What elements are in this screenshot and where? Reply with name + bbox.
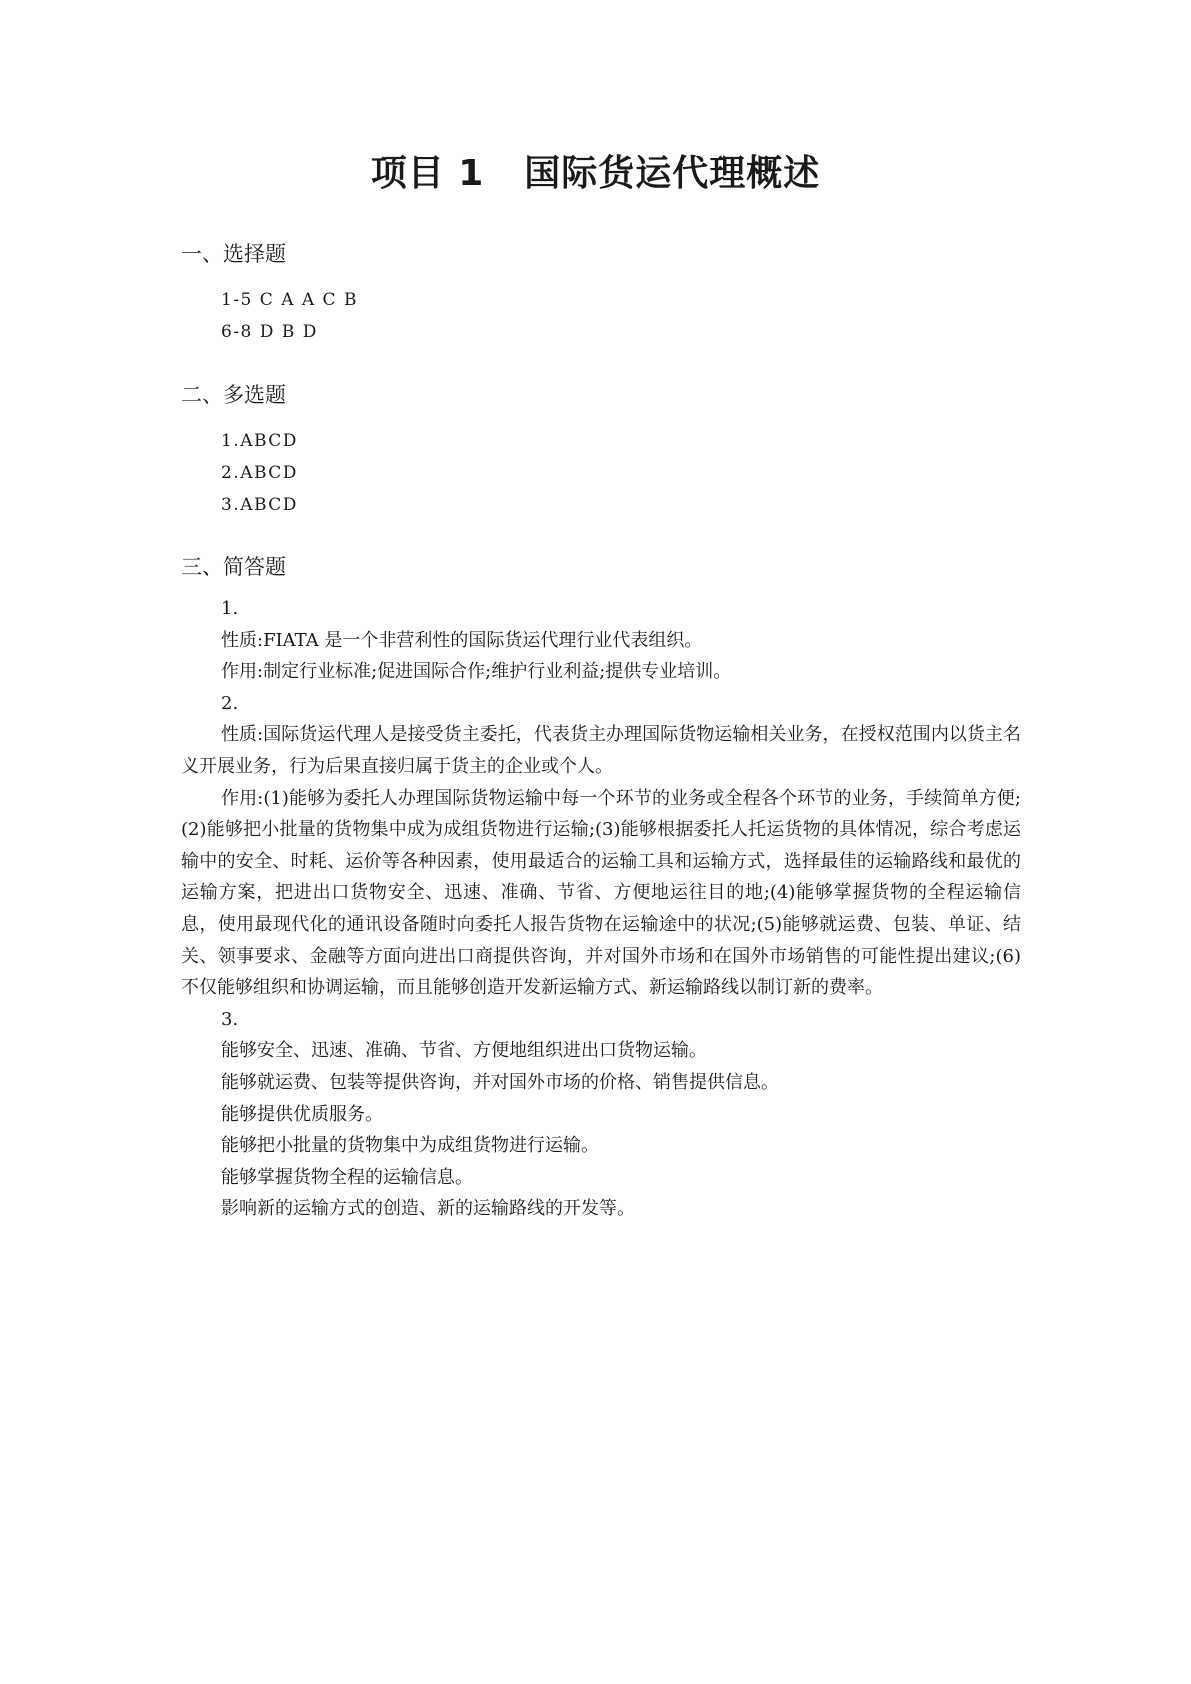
answer-paragraph: 能够把小批量的货物集中为成组货物进行运输。 [221, 1135, 599, 1157]
answer-list [221, 425, 1021, 521]
page-title [0, 150, 1191, 198]
answer-paragraph: 影响新的运输方式的创造、新的运输路线的开发等。 [221, 1198, 635, 1220]
answer-list [221, 284, 1021, 348]
short-answer-body [181, 593, 1021, 1225]
question-number: 1. [221, 598, 239, 619]
question-number: 3. [221, 1008, 239, 1030]
section-heading: 二、多选题 [181, 383, 286, 407]
answer-paragraph: 作用:制定行业标准;促进国际合作;维护行业利益;提供专业培训。 [221, 661, 732, 683]
answer-line: 6-8 D B D [221, 322, 318, 342]
answer-paragraph: 性质:国际货运代理人是接受货主委托，代表货主办理国际货物运输相关业务，在授权范围内以货主名义开展业务，行为后果直接归属于货主的企业或个人。 [181, 724, 1021, 777]
section-heading: 三、简答题 [181, 555, 286, 579]
answer-paragraph: 作用:(1)能够为委托人办理国际货物运输中每一个环节的业务或全程各个环节的业务，手续简单方便;(2)能够把小批量的货物集中成为成组货物进行运输;(3)能够根据委托人托运货物的具体情况，综合考虑运输中的安全、时耗、运价等各种因素，使用最适合的运输工具和运输方式，选择最佳的运输路线和最优的运输方案，把进出口货物安全、迅速、准确、节省、方便地运往目的地;(4)能够掌握货物的全程运输信息，使用最现代化的通讯设备随时向委托人报告货物在运输途中的状况;(5)能够就运费、包装、单证、结关、领事要求、金融等方面向进出口商提供咨询，并对国外市场和在国外市场销售的可能性提出建议;(6)不仅能够组织和协调运输，而且能够创造开发新运输方式、新运输路线以制订新的费率。 [181, 787, 1021, 999]
answer-line: 2.ABCD [221, 463, 298, 483]
answer-paragraph: 能够就运费、包装等提供咨询，并对国外市场的价格、销售提供信息。 [221, 1071, 779, 1093]
question-number: 2. [221, 692, 239, 714]
section-single-choice [181, 240, 1021, 348]
section-short-answer [181, 553, 1021, 1225]
title-name: 国际货运代理概述 [524, 153, 821, 194]
answer-paragraph: 能够提供优质服务。 [221, 1103, 383, 1125]
answer-line: 1-5 C A A C B [221, 290, 358, 310]
answer-paragraph: 能够掌握货物全程的运输信息。 [221, 1166, 473, 1188]
title-project: 项目 1 [370, 153, 485, 194]
answer-line: 1.ABCD [221, 431, 298, 451]
answer-paragraph: 能够安全、迅速、准确、节省、方便地组织进出口货物运输。 [221, 1040, 707, 1062]
section-heading: 一、选择题 [181, 242, 286, 266]
section-multiple-choice [181, 381, 1021, 521]
answer-line: 3.ABCD [221, 495, 298, 515]
answer-paragraph: 性质:FIATA 是一个非营利性的国际货运代理行业代表组织。 [221, 629, 703, 651]
